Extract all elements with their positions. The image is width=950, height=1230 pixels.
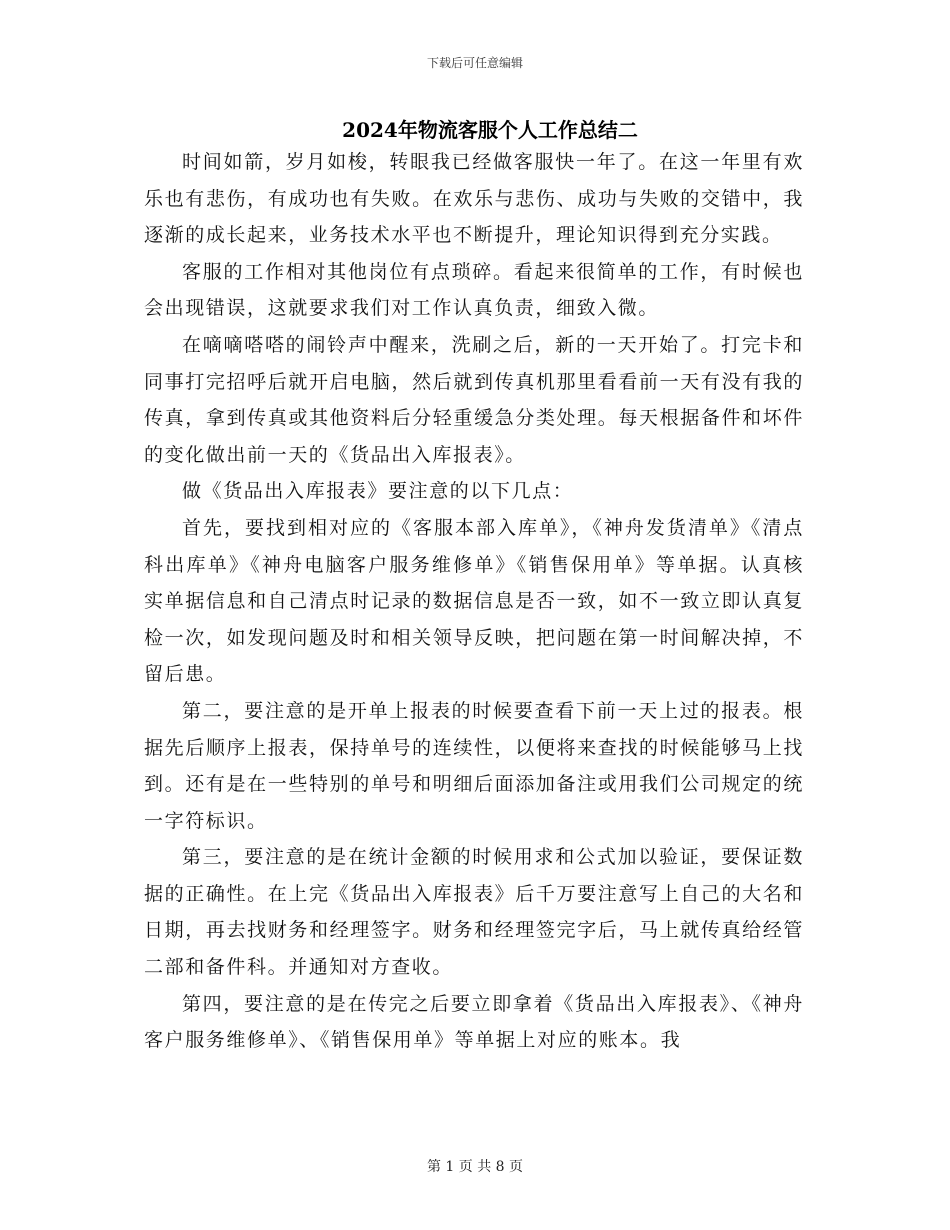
paragraph-4: 做《货品出入库报表》要注意的以下几点： — [182, 480, 574, 503]
paragraph-5: 首先，要找到相对应的《客服本部入库单》，《神舟发货清单》《清点科出库单》《神舟电脑客户服务维修单》《销售保用单》等单据。认真核实单据信息和自己清点时记录的数据信息是否一致，如不一致立即认真复检一次，如发现问题及时和相关领导反映，把问题在第一时间解决掉，不留后患。 — [144, 516, 804, 686]
paragraph-7: 第三，要注意的是在统计金额的时候用求和公式加以验证，要保证数据的正确性。在上完《货品出入库报表》后千万要注意写上自己的大名和日期，再去找财务和经理签字。财务和经理签完字后，马上就传真给经管二部和备件科。并通知对方查收。 — [144, 846, 804, 979]
paragraph-6: 第二，要注意的是开单上报表的时候要查看下前一天上过的报表。根据先后顺序上报表，保持单号的连续性，以便将来查找的时候能够马上找到。还有是在一些特别的单号和明细后面添加备注或用我们公司规定的统一字符标识。 — [144, 699, 804, 832]
page-number: 第 1 页 共 8 页 — [426, 1159, 524, 1175]
document-title: 2024年物流客服个人工作总结二 — [342, 118, 638, 142]
header-note: 下载后可任意编辑 — [426, 56, 523, 70]
paragraph-1: 时间如箭，岁月如梭，转眼我已经做客服快一年了。在这一年里有欢乐也有悲伤，有成功也有失败。在欢乐与悲伤、成功与失败的交错中，我逐渐的成长起来，业务技术水平也不断提升，理论知识得到充分实践。 — [144, 151, 804, 247]
paragraph-3: 在嘀嘀嗒嗒的闹铃声中醒来，洗刷之后，新的一天开始了。打完卡和同事打完招呼后就开启电脑，然后就到传真机那里看看前一天有没有我的传真，拿到传真或其他资料后分轻重缓急分类处理。每天根据备件和坏件的变化做出前一天的《货品出入库报表》。 — [144, 333, 804, 466]
paragraph-2: 客服的工作相对其他岗位有点琐碎。看起来很简单的工作，有时候也会出现错误，这就要求我们对工作认真负责，细致入微。 — [144, 260, 804, 320]
document-body — [144, 144, 804, 1059]
paragraph-8: 第四，要注意的是在传完之后要立即拿着《货品出入库报表》、《神舟客户服务维修单》、《销售保用单》等单据上对应的账本。我 — [144, 992, 804, 1052]
